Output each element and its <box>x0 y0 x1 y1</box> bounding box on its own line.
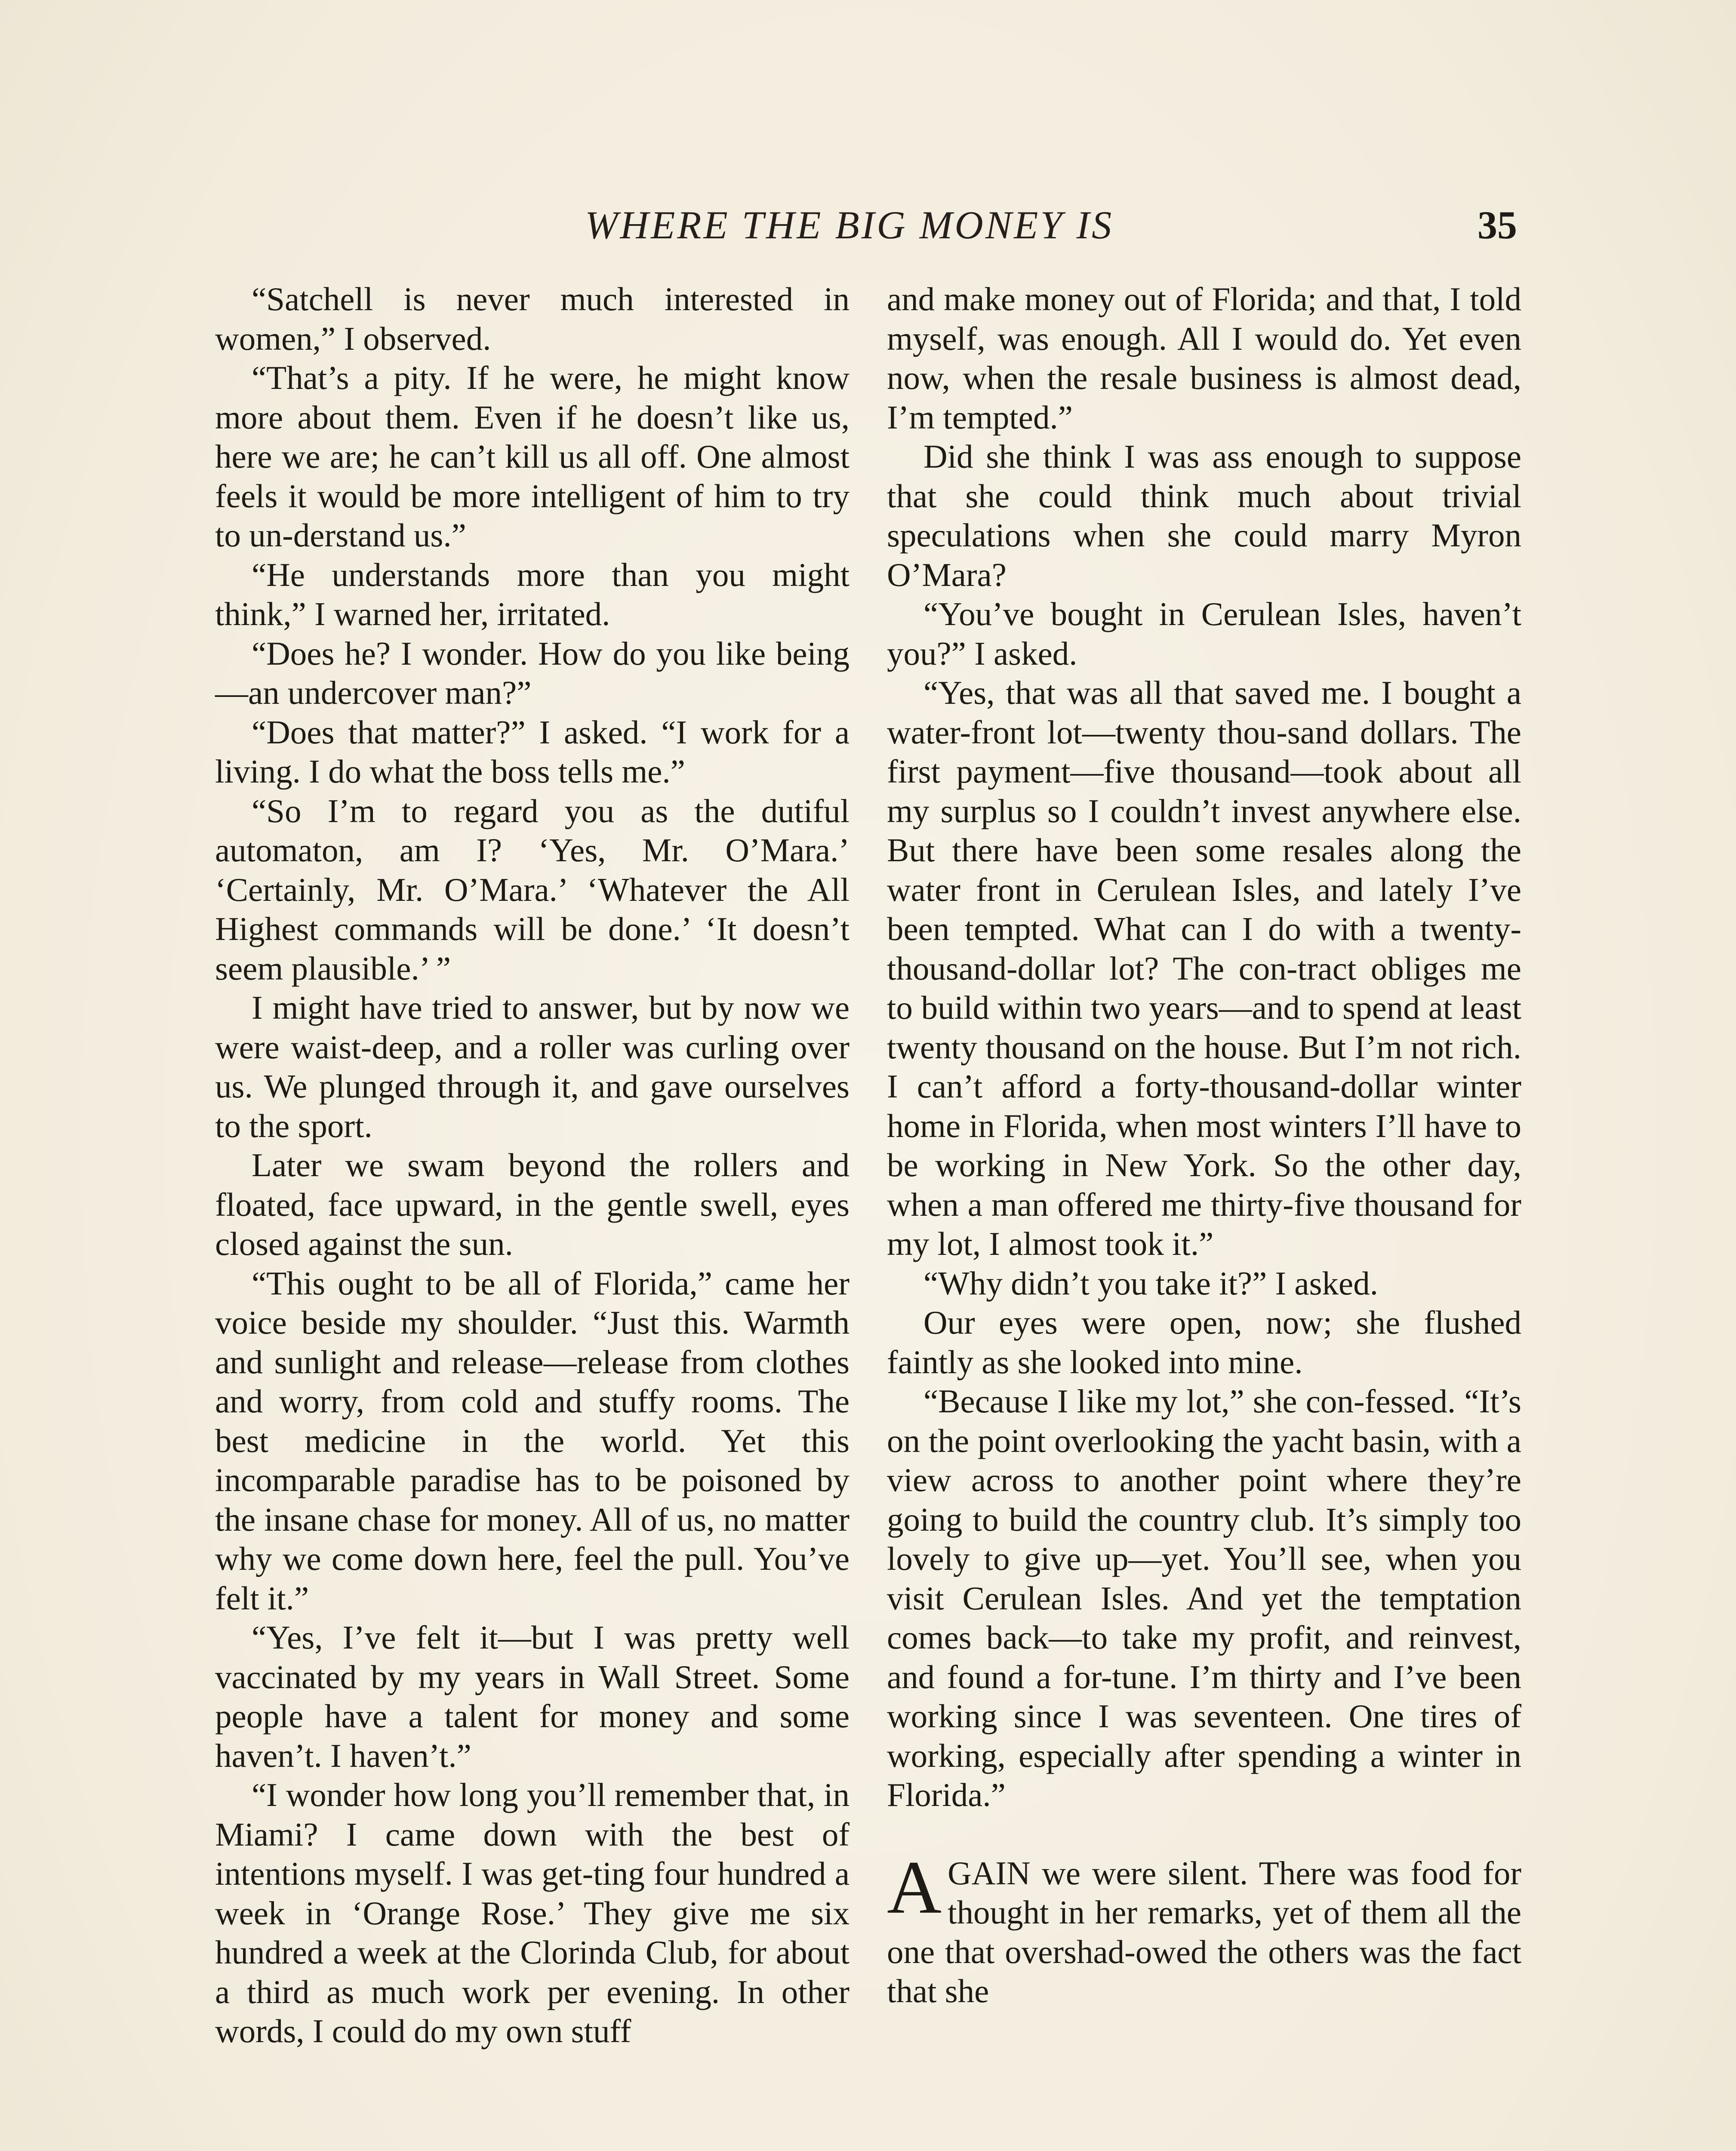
running-head: WHERE THE BIG MONEY IS <box>585 203 1114 247</box>
paragraph: “You’ve bought in Cerulean Isles, haven’t you?” I asked. <box>887 595 1521 672</box>
paragraph: “I wonder how long you’ll remember that, in Miami? I came down with the best of intentions myself. I was get-ting four hundred a week in ‘Orange Rose.’ They give me six hundred a week at the Clorinda Club, for about a third as much work per evening. In other words, I could do my own stuff <box>215 1776 850 2049</box>
paragraph: “Yes, I’ve felt it—but I was pretty well vaccinated by my years in Wall Street. Some people have a talent for money and some haven’t. I haven’t.” <box>215 1619 850 1774</box>
paragraph: I might have tried to answer, but by now we were waist-deep, and a roller was curling over us. We plunged through it, and gave ourselves to the sport. <box>215 989 850 1144</box>
paragraph: “That’s a pity. If he were, he might know more about them. Even if he doesn’t like us, here we are; he can’t kill us all off. One almost feels it would be more intelligent of him to try to un-derstand us.” <box>215 359 850 554</box>
paragraph: “Yes, that was all that saved me. I bought a water-front lot—twenty thou-sand dollars. The first payment—five thousand—took about all my surplus so I couldn’t invest anywhere else. But there have been some resales along the water front in Cerulean Isles, and lately I’ve been tempted. What can I do with a twenty-thousand-dollar lot? The con-tract obliges me to build within two years—and to spend at least twenty thousand on the house. But I’m not rich. I can’t afford a forty-thousand-dollar winter home in Florida, when most winters I’ll have to be working in New York. So the other day, when a man offered me thirty-five thousand for my lot, I almost took it.” <box>887 674 1521 1262</box>
paragraph: Did she think I was ass enough to suppose that she could think much about trivial speculations when she could marry Myron O’Mara? <box>887 438 1521 593</box>
drop-cap: A <box>887 1845 942 1929</box>
paragraph: “Does that matter?” I asked. “I work for a living. I do what the boss tells me.” <box>215 713 850 790</box>
paragraph: Later we swam beyond the rollers and floated, face upward, in the gentle swell, eyes closed against the sun. <box>215 1146 850 1262</box>
paragraph: “Because I like my lot,” she con-fessed. “It’s on the point overlooking the yacht basin, with a view across to another point where they’re going to build the country club. It’s simply too lovely to give up—yet. You’ll see, when you visit Cerulean Isles. And yet the temptation comes back—to take my profit, and reinvest, and found a for-tune. I’m thirty and I’ve been working since I was seventeen. One tires of working, especially after spending a winter in Florida.” <box>887 1383 1521 1813</box>
paragraph: Our eyes were open, now; she flushed faintly as she looked into mine. <box>887 1304 1521 1381</box>
paragraph: “This ought to be all of Florida,” came her voice beside my shoulder. “Just this. Warmth and sunlight and release—release from clothes and worry, from cold and stuffy rooms. The best medicine in the world. Yet this incomparable paradise has to be poisoned by the insane chase for money. All of us, no matter why we come down here, feel the pull. You’ve felt it.” <box>215 1264 850 1617</box>
left-column <box>215 280 850 2051</box>
continued-paragraph: and make money out of Florida; and that, I told myself, was enough. All I would do. Yet even now, when the resale business is almost dead, I’m tempted.” <box>887 280 1521 436</box>
paragraph: “Satchell is never much interested in women,” I observed. <box>215 280 850 357</box>
paragraph: “So I’m to regard you as the dutiful automaton, am I? ‘Yes, Mr. O’Mara.’ ‘Certainly, Mr. O’Mara.’ ‘Whatever the All Highest commands will be done.’ ‘It doesn’t seem plausible.’ ” <box>215 792 850 987</box>
section-opening-paragraph <box>887 1845 1521 2011</box>
right-column <box>887 280 1521 2011</box>
section-text: GAIN we were silent. There was food for thought in her remarks, yet of them all the one that overshad-owed the others was the fact that she <box>887 1854 1521 2009</box>
page-number: 35 <box>1477 203 1517 247</box>
paragraph: “He understands more than you might think,” I warned her, irritated. <box>215 556 850 632</box>
paragraph: “Why didn’t you take it?” I asked. <box>923 1264 1378 1302</box>
paragraph: “Does he? I wonder. How do you like being—an undercover man?” <box>215 635 850 711</box>
